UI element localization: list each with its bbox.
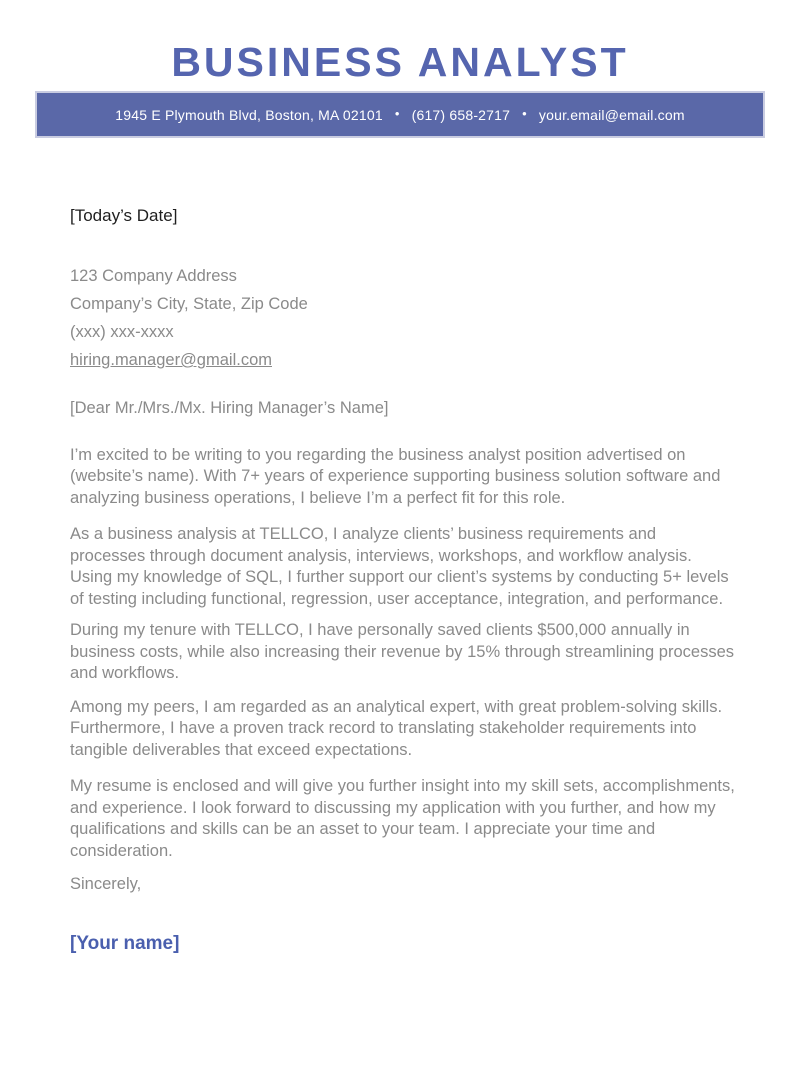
paragraph-intro: I’m excited to be writing to you regarding the business analyst position advertised on (website’s name). With 7+ years of experience supporting business solution software and analyzing business operations, I believe I’m a perfect fit for this role. [70,445,721,507]
paragraph-resume: My resume is enclosed and will give you further insight into my skill sets, accomplishments, and experience. I look forward to discussing my application with you further, and how my qualifications and skills can be an asset to your team. I appreciate your time and consideration. [70,777,735,860]
recipient-email-line [70,346,735,374]
letter-body [0,205,800,955]
recipient-city-line: Company’s City, State, Zip Code [70,295,308,313]
letter-header [0,38,800,138]
salutation: [Dear Mr./Mrs./Mx. Hiring Manager’s Name] [70,399,389,417]
cover-letter-page [0,38,800,1073]
recipient-phone-line: (xxx) xxx-xxxx [70,323,174,341]
date-line: [Today’s Date] [70,206,178,225]
signature-name: [Your name] [70,932,180,954]
bullet-separator: • [394,106,400,121]
closing: Sincerely, [70,875,142,893]
page-title: BUSINESS ANALYST [171,39,629,85]
paragraph-achievements: During my tenure with TELLCO, I have personally saved clients $500,000 annually in business costs, while also increasing their revenue by 15% through streamlining processes and workflows. [70,621,735,682]
recipient-address-line: 123 Company Address [70,267,237,285]
contact-phone: (617) 658-2717 [411,106,511,123]
contact-bar [35,91,765,138]
recipient-email-link[interactable]: hiring.manager@gmail.com [70,351,272,369]
recipient-block [70,262,735,374]
paragraph-experience: As a business analysis at TELLCO, I analyze clients’ business requirements and processes through document analysis, interviews, workshops, and workflow analysis. Using my knowledge of SQL, I further support our client’s systems by conducting 5+ levels of testing including functional, regression, user acceptance, integration, and performance. [70,525,729,608]
bullet-separator: • [522,106,527,121]
contact-address: 1945 E Plymouth Blvd, Boston, MA 02101 [115,106,383,123]
contact-email: your.email@email.com [538,106,685,123]
paragraph-skills: Among my peers, I am regarded as an analytical expert, with great problem-solving skills. Furthermore, I have a proven track record to translating stakeholder requirements into tangible deliverables that exceed expectations. [70,697,723,759]
